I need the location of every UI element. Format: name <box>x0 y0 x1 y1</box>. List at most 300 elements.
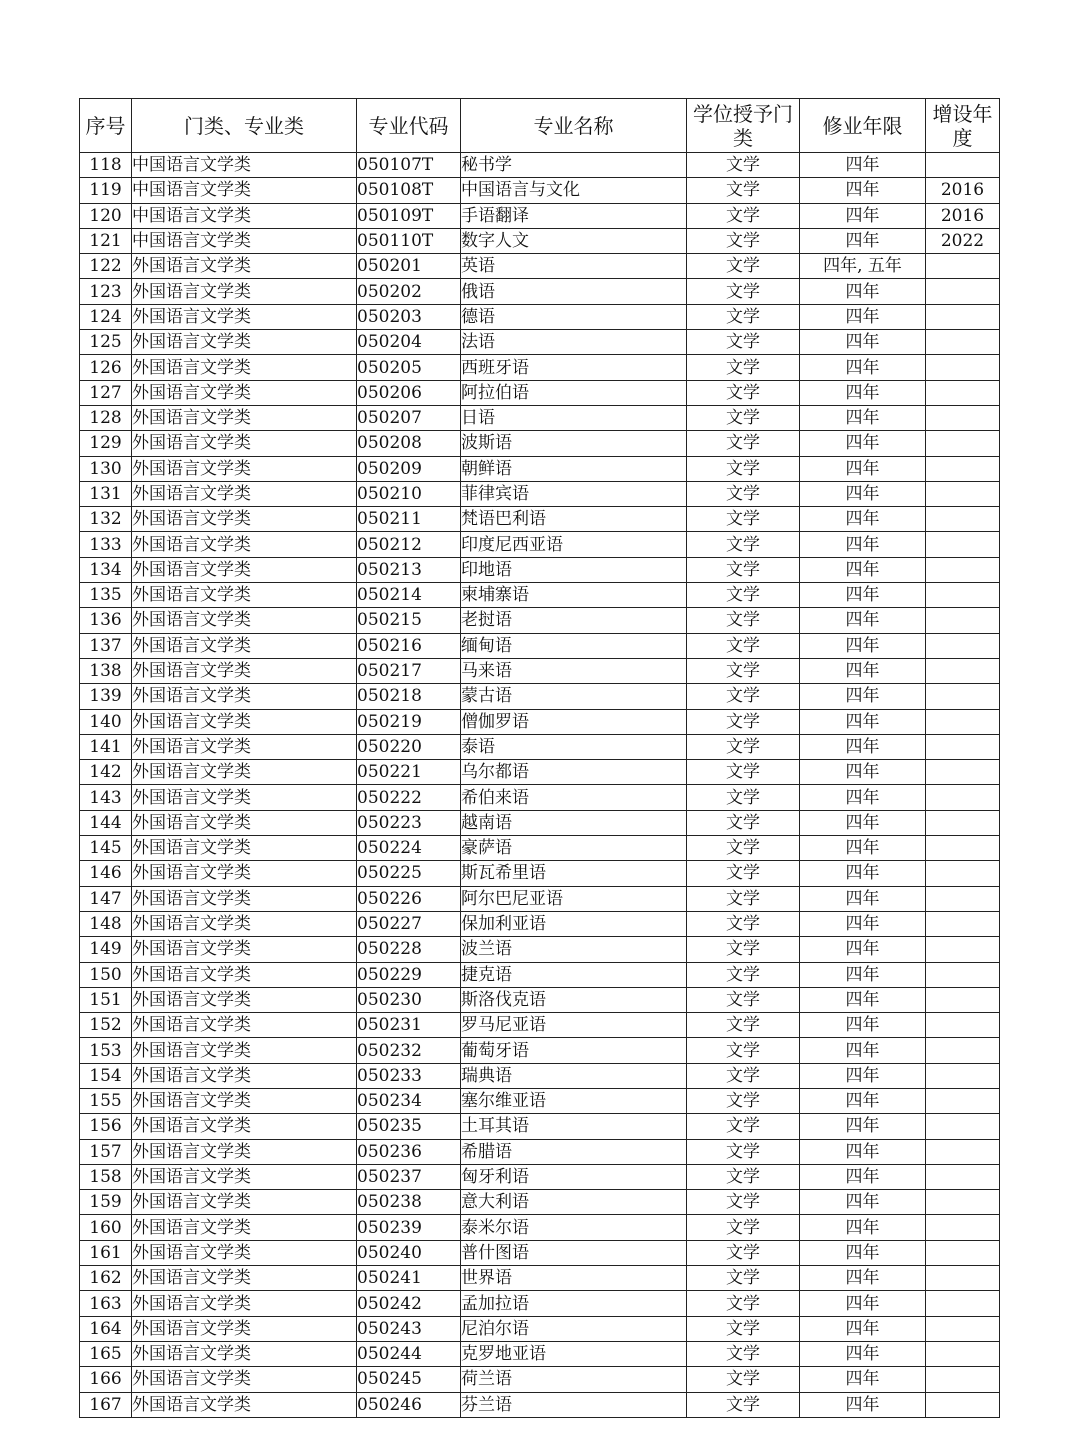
cell-code: 050232 <box>357 1038 461 1063</box>
cell-no: 142 <box>80 760 132 785</box>
cell-category: 外国语言文学类 <box>132 304 357 329</box>
cell-category: 外国语言文学类 <box>132 1190 357 1215</box>
cell-category: 外国语言文学类 <box>132 962 357 987</box>
cell-added <box>926 1139 1000 1164</box>
cell-degree: 文学 <box>687 1063 800 1088</box>
cell-category: 外国语言文学类 <box>132 355 357 380</box>
table-row <box>80 785 1000 810</box>
cell-years: 四年 <box>800 1088 926 1113</box>
cell-degree: 文学 <box>687 1164 800 1189</box>
cell-years: 四年 <box>800 1341 926 1366</box>
cell-code: 050240 <box>357 1240 461 1265</box>
table-row <box>80 861 1000 886</box>
cell-years: 四年 <box>800 1266 926 1291</box>
cell-code: 050239 <box>357 1215 461 1240</box>
cell-name: 捷克语 <box>461 962 687 987</box>
cell-added <box>926 608 1000 633</box>
cell-code: 050201 <box>357 254 461 279</box>
table-row <box>80 1139 1000 1164</box>
cell-added <box>926 1291 1000 1316</box>
cell-code: 050236 <box>357 1139 461 1164</box>
cell-years: 四年 <box>800 886 926 911</box>
cell-category: 外国语言文学类 <box>132 1341 357 1366</box>
cell-name: 尼泊尔语 <box>461 1316 687 1341</box>
cell-years: 四年 <box>800 1114 926 1139</box>
cell-name: 朝鲜语 <box>461 456 687 481</box>
cell-added <box>926 987 1000 1012</box>
cell-added <box>926 1240 1000 1265</box>
cell-added <box>926 1164 1000 1189</box>
cell-code: 050216 <box>357 633 461 658</box>
cell-name: 波斯语 <box>461 431 687 456</box>
cell-degree: 文学 <box>687 861 800 886</box>
cell-degree: 文学 <box>687 911 800 936</box>
cell-added <box>926 380 1000 405</box>
cell-code: 050233 <box>357 1063 461 1088</box>
cell-name: 秘书学 <box>461 153 687 178</box>
table-row <box>80 1316 1000 1341</box>
cell-degree: 文学 <box>687 633 800 658</box>
cell-code: 050245 <box>357 1367 461 1392</box>
cell-code: 050209 <box>357 456 461 481</box>
cell-name: 塞尔维亚语 <box>461 1088 687 1113</box>
table-row <box>80 1266 1000 1291</box>
cell-added <box>926 279 1000 304</box>
cell-name: 柬埔寨语 <box>461 583 687 608</box>
cell-name: 西班牙语 <box>461 355 687 380</box>
cell-code: 050212 <box>357 532 461 557</box>
table-body <box>80 153 1000 1418</box>
cell-added <box>926 355 1000 380</box>
cell-years: 四年 <box>800 684 926 709</box>
cell-no: 165 <box>80 1341 132 1366</box>
cell-name: 印度尼西亚语 <box>461 532 687 557</box>
cell-code: 050107T <box>357 153 461 178</box>
cell-name: 阿尔巴尼亚语 <box>461 886 687 911</box>
cell-years: 四年 <box>800 481 926 506</box>
cell-degree: 文学 <box>687 734 800 759</box>
cell-code: 050207 <box>357 405 461 430</box>
cell-years: 四年 <box>800 1367 926 1392</box>
cell-added <box>926 810 1000 835</box>
cell-category: 外国语言文学类 <box>132 987 357 1012</box>
cell-degree: 文学 <box>687 1038 800 1063</box>
table-row <box>80 279 1000 304</box>
cell-name: 普什图语 <box>461 1240 687 1265</box>
cell-years: 四年 <box>800 405 926 430</box>
cell-added <box>926 507 1000 532</box>
cell-category: 外国语言文学类 <box>132 836 357 861</box>
cell-no: 135 <box>80 583 132 608</box>
cell-no: 159 <box>80 1190 132 1215</box>
table-row <box>80 1164 1000 1189</box>
cell-name: 菲律宾语 <box>461 481 687 506</box>
cell-no: 119 <box>80 178 132 203</box>
cell-degree: 文学 <box>687 987 800 1012</box>
cell-degree: 文学 <box>687 886 800 911</box>
table-row <box>80 1341 1000 1366</box>
cell-added <box>926 734 1000 759</box>
cell-degree: 文学 <box>687 203 800 228</box>
cell-name: 意大利语 <box>461 1190 687 1215</box>
cell-name: 僧伽罗语 <box>461 709 687 734</box>
cell-added <box>926 886 1000 911</box>
cell-category: 外国语言文学类 <box>132 658 357 683</box>
cell-name: 孟加拉语 <box>461 1291 687 1316</box>
cell-added <box>926 583 1000 608</box>
cell-added <box>926 1215 1000 1240</box>
cell-code: 050205 <box>357 355 461 380</box>
cell-years: 四年 <box>800 1038 926 1063</box>
cell-added <box>926 1316 1000 1341</box>
cell-category: 中国语言文学类 <box>132 153 357 178</box>
header-category: 门类、专业类 <box>132 99 357 153</box>
cell-years: 四年 <box>800 760 926 785</box>
table-row <box>80 507 1000 532</box>
cell-code: 050219 <box>357 709 461 734</box>
table-row <box>80 608 1000 633</box>
cell-code: 050244 <box>357 1341 461 1366</box>
cell-degree: 文学 <box>687 254 800 279</box>
cell-no: 133 <box>80 532 132 557</box>
cell-years: 四年 <box>800 1139 926 1164</box>
header-row <box>80 99 1000 153</box>
table-row <box>80 911 1000 936</box>
cell-name: 豪萨语 <box>461 836 687 861</box>
cell-no: 156 <box>80 1114 132 1139</box>
cell-degree: 文学 <box>687 1114 800 1139</box>
header-years: 修业年限 <box>800 99 926 153</box>
cell-years: 四年 <box>800 810 926 835</box>
cell-added <box>926 836 1000 861</box>
cell-category: 外国语言文学类 <box>132 1291 357 1316</box>
cell-degree: 文学 <box>687 709 800 734</box>
cell-years: 四年 <box>800 1164 926 1189</box>
cell-added <box>926 557 1000 582</box>
cell-name: 蒙古语 <box>461 684 687 709</box>
cell-code: 050229 <box>357 962 461 987</box>
table-row <box>80 886 1000 911</box>
table-row <box>80 760 1000 785</box>
cell-added <box>926 405 1000 430</box>
cell-code: 050238 <box>357 1190 461 1215</box>
cell-added <box>926 1114 1000 1139</box>
cell-code: 050228 <box>357 937 461 962</box>
cell-degree: 文学 <box>687 1190 800 1215</box>
cell-added <box>926 962 1000 987</box>
cell-years: 四年 <box>800 633 926 658</box>
cell-added <box>926 785 1000 810</box>
cell-years: 四年 <box>800 330 926 355</box>
table-row <box>80 1063 1000 1088</box>
cell-degree: 文学 <box>687 481 800 506</box>
cell-code: 050204 <box>357 330 461 355</box>
cell-years: 四年 <box>800 861 926 886</box>
table-row <box>80 583 1000 608</box>
cell-category: 外国语言文学类 <box>132 1215 357 1240</box>
table-row <box>80 532 1000 557</box>
cell-degree: 文学 <box>687 1392 800 1417</box>
cell-code: 050224 <box>357 836 461 861</box>
cell-code: 050242 <box>357 1291 461 1316</box>
cell-no: 150 <box>80 962 132 987</box>
cell-code: 050211 <box>357 507 461 532</box>
table-row <box>80 734 1000 759</box>
cell-category: 外国语言文学类 <box>132 1139 357 1164</box>
cell-no: 147 <box>80 886 132 911</box>
cell-category: 外国语言文学类 <box>132 1063 357 1088</box>
cell-added <box>926 1038 1000 1063</box>
cell-code: 050237 <box>357 1164 461 1189</box>
cell-category: 外国语言文学类 <box>132 684 357 709</box>
cell-category: 外国语言文学类 <box>132 734 357 759</box>
cell-degree: 文学 <box>687 1367 800 1392</box>
cell-category: 外国语言文学类 <box>132 507 357 532</box>
table-row <box>80 987 1000 1012</box>
cell-years: 四年 <box>800 532 926 557</box>
cell-code: 050213 <box>357 557 461 582</box>
cell-no: 128 <box>80 405 132 430</box>
cell-no: 145 <box>80 836 132 861</box>
cell-name: 越南语 <box>461 810 687 835</box>
cell-added: 2016 <box>926 203 1000 228</box>
cell-code: 050110T <box>357 228 461 253</box>
cell-added <box>926 254 1000 279</box>
cell-degree: 文学 <box>687 279 800 304</box>
cell-name: 斯瓦希里语 <box>461 861 687 886</box>
header-degree: 学位授予门类 <box>687 99 800 153</box>
cell-added <box>926 532 1000 557</box>
cell-no: 127 <box>80 380 132 405</box>
cell-degree: 文学 <box>687 405 800 430</box>
cell-name: 缅甸语 <box>461 633 687 658</box>
cell-degree: 文学 <box>687 532 800 557</box>
cell-no: 137 <box>80 633 132 658</box>
cell-degree: 文学 <box>687 608 800 633</box>
cell-degree: 文学 <box>687 684 800 709</box>
cell-degree: 文学 <box>687 1341 800 1366</box>
cell-added <box>926 709 1000 734</box>
cell-code: 050220 <box>357 734 461 759</box>
cell-years: 四年 <box>800 178 926 203</box>
cell-no: 130 <box>80 456 132 481</box>
table-row <box>80 1114 1000 1139</box>
cell-category: 外国语言文学类 <box>132 633 357 658</box>
cell-added <box>926 431 1000 456</box>
cell-years: 四年 <box>800 279 926 304</box>
cell-name: 泰米尔语 <box>461 1215 687 1240</box>
cell-added <box>926 1190 1000 1215</box>
cell-category: 外国语言文学类 <box>132 380 357 405</box>
table-row <box>80 684 1000 709</box>
cell-name: 斯洛伐克语 <box>461 987 687 1012</box>
cell-years: 四年 <box>800 1013 926 1038</box>
cell-no: 162 <box>80 1266 132 1291</box>
header-no: 序号 <box>80 99 132 153</box>
cell-code: 050241 <box>357 1266 461 1291</box>
cell-degree: 文学 <box>687 557 800 582</box>
cell-no: 149 <box>80 937 132 962</box>
cell-added <box>926 911 1000 936</box>
table-row <box>80 304 1000 329</box>
cell-degree: 文学 <box>687 937 800 962</box>
cell-years: 四年 <box>800 380 926 405</box>
cell-name: 日语 <box>461 405 687 430</box>
cell-added <box>926 456 1000 481</box>
cell-no: 125 <box>80 330 132 355</box>
cell-degree: 文学 <box>687 507 800 532</box>
table-row <box>80 254 1000 279</box>
cell-years: 四年 <box>800 1240 926 1265</box>
cell-no: 153 <box>80 1038 132 1063</box>
cell-category: 外国语言文学类 <box>132 583 357 608</box>
cell-no: 157 <box>80 1139 132 1164</box>
cell-name: 俄语 <box>461 279 687 304</box>
cell-no: 151 <box>80 987 132 1012</box>
cell-name: 梵语巴利语 <box>461 507 687 532</box>
cell-years: 四年 <box>800 658 926 683</box>
cell-code: 050231 <box>357 1013 461 1038</box>
cell-no: 121 <box>80 228 132 253</box>
cell-added <box>926 304 1000 329</box>
cell-code: 050218 <box>357 684 461 709</box>
cell-years: 四年 <box>800 507 926 532</box>
cell-category: 中国语言文学类 <box>132 203 357 228</box>
cell-no: 129 <box>80 431 132 456</box>
cell-degree: 文学 <box>687 785 800 810</box>
cell-name: 手语翻译 <box>461 203 687 228</box>
table-row <box>80 330 1000 355</box>
major-catalog-table <box>79 98 1000 1418</box>
cell-no: 155 <box>80 1088 132 1113</box>
cell-no: 126 <box>80 355 132 380</box>
table-row <box>80 1215 1000 1240</box>
cell-no: 152 <box>80 1013 132 1038</box>
cell-category: 外国语言文学类 <box>132 1164 357 1189</box>
cell-name: 瑞典语 <box>461 1063 687 1088</box>
cell-name: 英语 <box>461 254 687 279</box>
cell-code: 050208 <box>357 431 461 456</box>
cell-name: 中国语言与文化 <box>461 178 687 203</box>
cell-years: 四年 <box>800 228 926 253</box>
cell-degree: 文学 <box>687 1291 800 1316</box>
cell-category: 外国语言文学类 <box>132 709 357 734</box>
cell-name: 乌尔都语 <box>461 760 687 785</box>
cell-name: 老挝语 <box>461 608 687 633</box>
cell-added <box>926 760 1000 785</box>
table-row <box>80 1013 1000 1038</box>
table-row <box>80 431 1000 456</box>
cell-degree: 文学 <box>687 330 800 355</box>
table-row <box>80 557 1000 582</box>
cell-category: 外国语言文学类 <box>132 1088 357 1113</box>
cell-name: 泰语 <box>461 734 687 759</box>
cell-no: 134 <box>80 557 132 582</box>
cell-code: 050221 <box>357 760 461 785</box>
cell-added <box>926 330 1000 355</box>
cell-category: 外国语言文学类 <box>132 1038 357 1063</box>
cell-name: 土耳其语 <box>461 1114 687 1139</box>
cell-category: 外国语言文学类 <box>132 481 357 506</box>
cell-code: 050214 <box>357 583 461 608</box>
cell-category: 外国语言文学类 <box>132 760 357 785</box>
cell-name: 马来语 <box>461 658 687 683</box>
cell-years: 四年 <box>800 431 926 456</box>
cell-years: 四年 <box>800 911 926 936</box>
cell-added <box>926 861 1000 886</box>
cell-code: 050217 <box>357 658 461 683</box>
cell-added <box>926 633 1000 658</box>
cell-years: 四年 <box>800 355 926 380</box>
cell-years: 四年 <box>800 836 926 861</box>
cell-added: 2016 <box>926 178 1000 203</box>
cell-category: 外国语言文学类 <box>132 608 357 633</box>
cell-added <box>926 1367 1000 1392</box>
cell-degree: 文学 <box>687 1240 800 1265</box>
cell-added <box>926 658 1000 683</box>
cell-no: 120 <box>80 203 132 228</box>
cell-category: 外国语言文学类 <box>132 810 357 835</box>
cell-degree: 文学 <box>687 1266 800 1291</box>
table-row <box>80 1190 1000 1215</box>
cell-category: 外国语言文学类 <box>132 1266 357 1291</box>
cell-category: 外国语言文学类 <box>132 861 357 886</box>
cell-degree: 文学 <box>687 836 800 861</box>
cell-name: 印地语 <box>461 557 687 582</box>
cell-code: 050246 <box>357 1392 461 1417</box>
table-row <box>80 1291 1000 1316</box>
cell-name: 希腊语 <box>461 1139 687 1164</box>
cell-category: 外国语言文学类 <box>132 1392 357 1417</box>
table-row <box>80 1367 1000 1392</box>
cell-code: 050222 <box>357 785 461 810</box>
cell-category: 外国语言文学类 <box>132 1114 357 1139</box>
cell-code: 050226 <box>357 886 461 911</box>
cell-degree: 文学 <box>687 431 800 456</box>
cell-years: 四年 <box>800 937 926 962</box>
table-row <box>80 1392 1000 1417</box>
cell-degree: 文学 <box>687 1316 800 1341</box>
cell-degree: 文学 <box>687 178 800 203</box>
cell-added <box>926 1013 1000 1038</box>
cell-name: 芬兰语 <box>461 1392 687 1417</box>
cell-years: 四年 <box>800 1063 926 1088</box>
cell-name: 阿拉伯语 <box>461 380 687 405</box>
cell-added <box>926 481 1000 506</box>
cell-years: 四年 <box>800 153 926 178</box>
table-row <box>80 1038 1000 1063</box>
cell-category: 外国语言文学类 <box>132 330 357 355</box>
table-row <box>80 709 1000 734</box>
cell-no: 141 <box>80 734 132 759</box>
cell-code: 050230 <box>357 987 461 1012</box>
cell-years: 四年 <box>800 1316 926 1341</box>
cell-no: 139 <box>80 684 132 709</box>
cell-no: 140 <box>80 709 132 734</box>
cell-category: 外国语言文学类 <box>132 279 357 304</box>
table-row <box>80 405 1000 430</box>
table-row <box>80 456 1000 481</box>
cell-added <box>926 153 1000 178</box>
table-row <box>80 962 1000 987</box>
cell-name: 波兰语 <box>461 937 687 962</box>
cell-code: 050225 <box>357 861 461 886</box>
cell-category: 外国语言文学类 <box>132 431 357 456</box>
cell-code: 050108T <box>357 178 461 203</box>
cell-code: 050234 <box>357 1088 461 1113</box>
cell-no: 167 <box>80 1392 132 1417</box>
cell-degree: 文学 <box>687 228 800 253</box>
